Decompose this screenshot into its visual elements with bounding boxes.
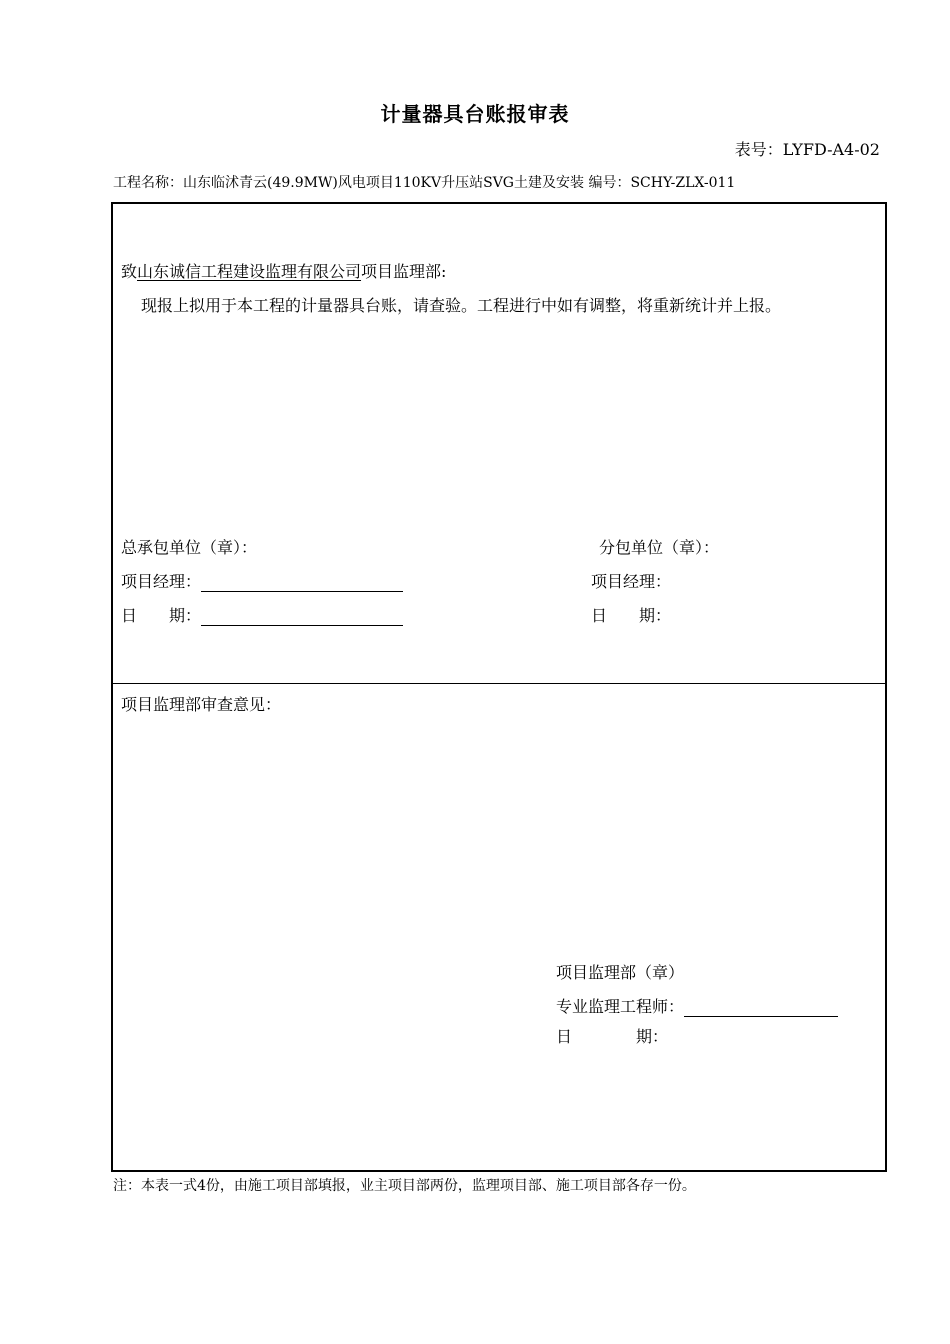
date-left-label: 日 期： [121, 606, 202, 625]
date-right-label: 日 期： [591, 606, 672, 625]
project-name-line: 工程名称：山东临沭青云(49.9MW)风电项目110KV升压站SVG土建及安装 编号：SCHY-ZLX-011 [113, 175, 736, 191]
review-date-label: 日 期： [556, 1027, 669, 1046]
addressee-company: 山东诚信工程建设监理有限公司 [137, 262, 362, 281]
pm-left-label: 项目经理： [121, 572, 202, 591]
engineer-row [556, 994, 838, 1017]
addressee-prefix: 致 [121, 262, 138, 281]
general-contractor-label: 总承包单位（章）： [121, 538, 258, 557]
addressee-suffix: 项目监理部: [361, 262, 447, 281]
engineer-signature-line[interactable] [684, 998, 838, 1017]
section-divider [113, 683, 885, 684]
review-dept-stamp: 项目监理部（章） [556, 963, 685, 982]
pm-left-row [121, 569, 403, 592]
addressee-line [121, 259, 446, 282]
letter-body: 现报上拟用于本工程的计量器具台账，请查验。工程进行中如有调整，将重新统计并上报。 [141, 296, 782, 315]
review-heading: 项目监理部审查意见： [121, 695, 282, 714]
date-left-row [121, 603, 403, 626]
form-title: 计量器具台账报审表 [380, 102, 570, 126]
footer-note: 注：本表一式4份，由施工项目部填报，业主项目部两份，监理项目部、施工项目部各存一份。 [113, 1178, 696, 1194]
engineer-label: 专业监理工程师： [556, 997, 685, 1016]
form-number: 表号：LYFD-A4-02 [734, 140, 880, 159]
pm-right-label: 项目经理： [591, 572, 672, 591]
subcontractor-label: 分包单位（章）： [599, 538, 720, 557]
pm-left-signature-line[interactable] [201, 573, 403, 592]
form-box [111, 202, 887, 1172]
date-left-line[interactable] [201, 607, 403, 626]
